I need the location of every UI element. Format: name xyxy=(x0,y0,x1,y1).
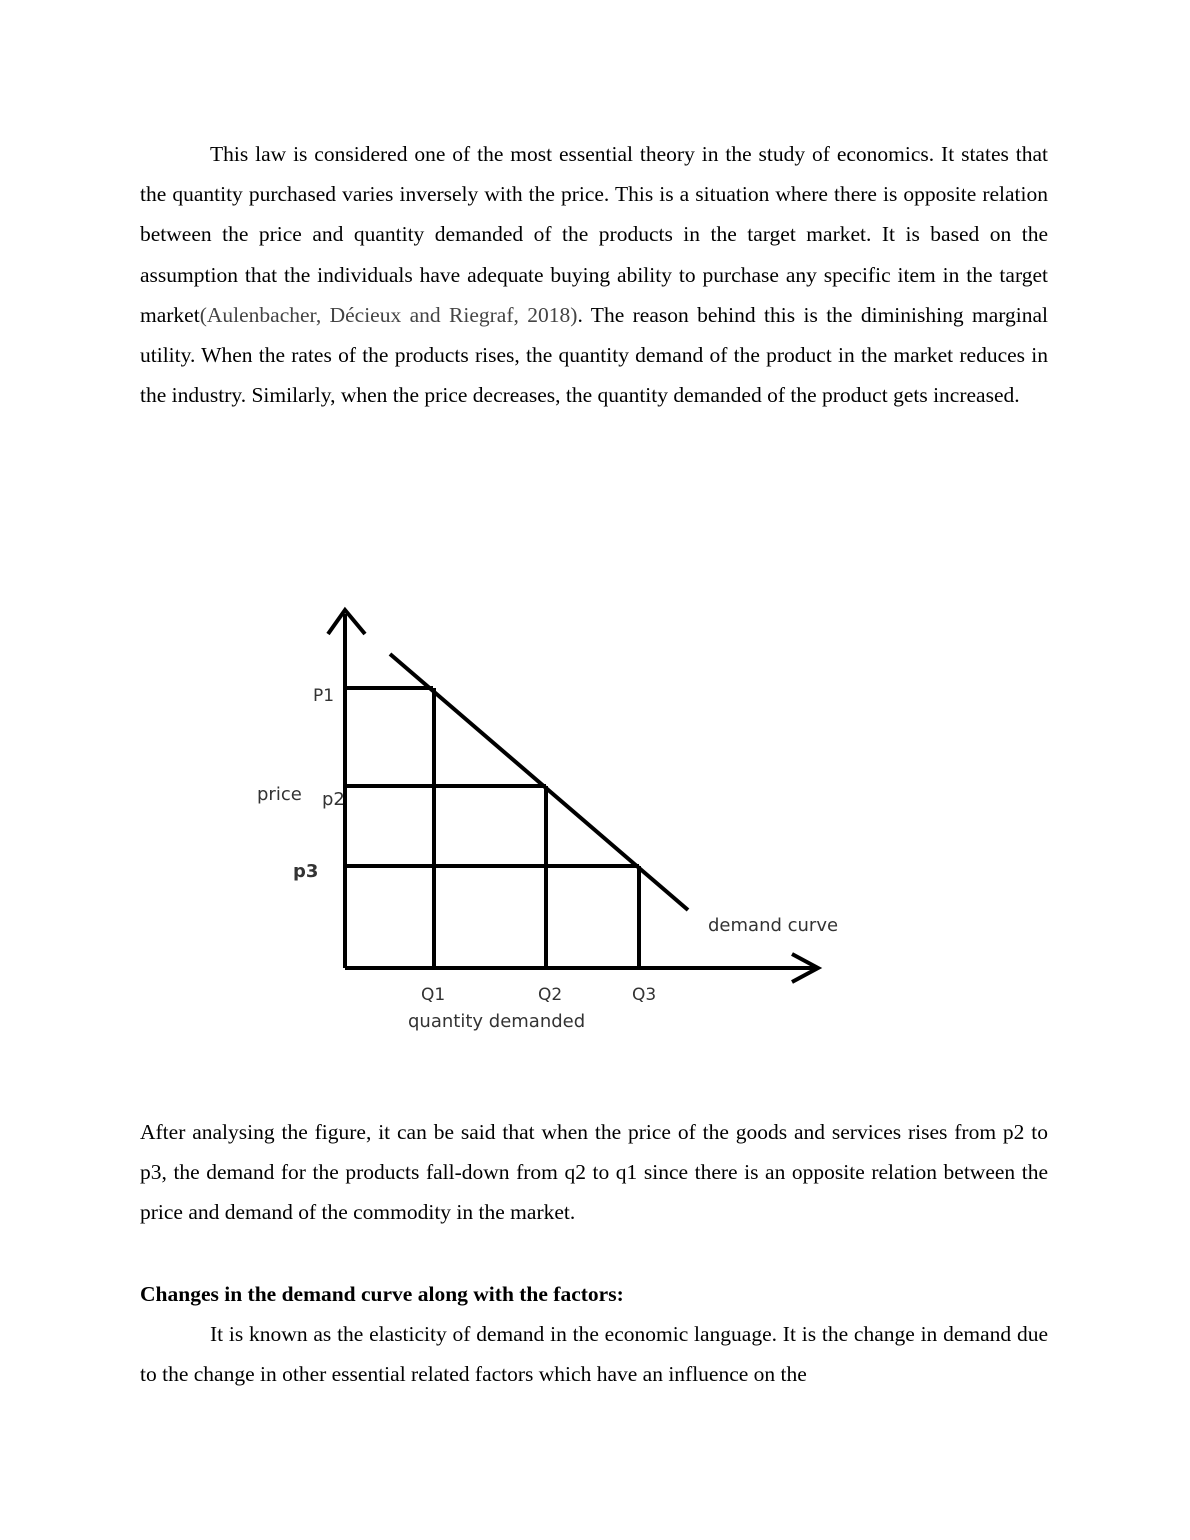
price-tick-p3: p3 xyxy=(293,861,319,882)
section-heading: Changes in the demand curve along with the factors: xyxy=(140,1282,624,1306)
demand-curve-figure xyxy=(255,602,860,1040)
paragraph-text: . The reason behind this is the diminishing marginal utility. When the rates of the products rises, the quantity demand of the product in the market reduces in the industry. Similarly, when the price decreases, the quantity demanded of the product gets increased. xyxy=(140,302,1048,408)
quantity-tick-q3: Q3 xyxy=(632,985,657,1005)
x-axis-label: quantity demanded xyxy=(408,1011,586,1032)
quantity-tick-q2: Q2 xyxy=(538,985,563,1005)
price-tick-p2: p2 xyxy=(322,789,345,810)
body-paragraph-elasticity: It is known as the elasticity of demand in the economic language. It is the change in demand due to the change in other essential related factors which have an influence on the xyxy=(140,1322,1048,1387)
demand-curve-chart xyxy=(255,602,860,1040)
body-paragraph-law-of-demand xyxy=(140,134,1048,415)
paragraph-text: This law is considered one of the most essential theory in the study of economics. It states that the quantity purchased varies inversely with the price. This is a situation where there is opposite relation between the price and quantity demanded of the products in the target market. It is based on the assumption that the individuals have adequate buying ability to purchase any specific item in the target market xyxy=(140,142,1048,327)
price-tick-p1: P1 xyxy=(313,686,335,706)
curve-label: demand curve xyxy=(708,915,839,936)
y-axis-label: price xyxy=(257,784,302,805)
body-paragraph-figure-analysis: After analysing the figure, it can be said that when the price of the goods and services rises from p2 to p3, the demand for the products fall-down from q2 to q1 since there is an opposite relation between the price and demand of the commodity in the market. xyxy=(140,1120,1048,1225)
citation: (Aulenbacher, Décieux and Riegraf, 2018) xyxy=(199,302,578,327)
quantity-tick-q1: Q1 xyxy=(421,985,446,1005)
